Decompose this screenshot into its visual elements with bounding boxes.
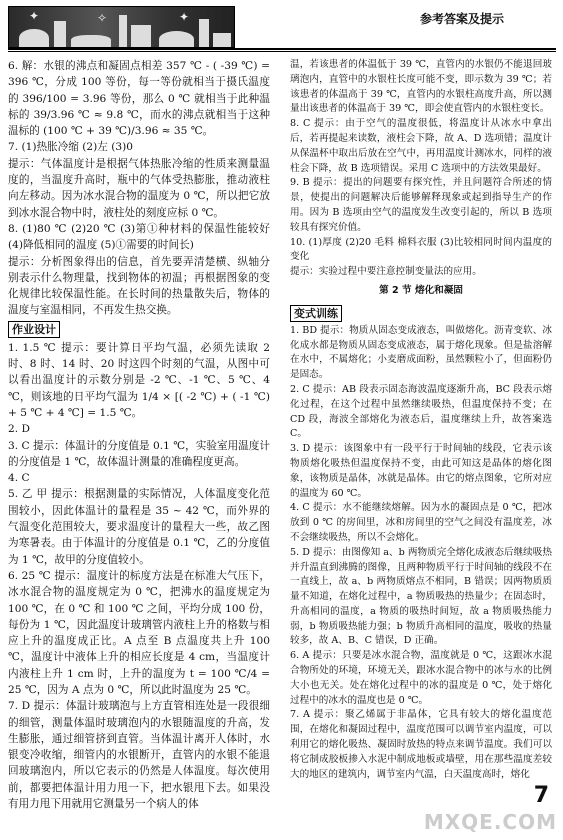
answer-paragraph: 提示：气体温度计是根据气体热胀冷缩的性质来测量温度的，当温度升高时，瓶中的气体受热膨胀，推动液柱向左移动。因为冰水混合物的温度为 0 ℃，所以把它放到冰水混合物中时，液柱处的刻度应标 0 ℃。 [8,157,270,219]
answer-paragraph: 1. BD 提示：物质从固态变成液态，叫做熔化。沥青变软、冰化成水都是物质从固态变成液态，属于熔化现象。但是盐溶解在水中，不属熔化；小麦磨成面粉，虽然颗粒小了，但面粉仍是固态。 [290,324,552,381]
left-column [8,58,270,812]
page-header [0,0,563,52]
answer-paragraph: 4. C 提示：水不能继续熔解。因为水的凝固点是 0 ℃，把冰放到 0 ℃ 的房间里，冰和房间里的空气之间没有温度差，冰不会继续吸热，所以不会熔化。 [290,502,552,543]
section-heading [8,319,270,340]
answer-paragraph: 7. (1)热胀冷缩 (2)左 (3)0 [8,141,133,154]
answer-paragraph: 提示：分析图象得出的信息，首先要弄清楚横、纵轴分别表示什么物理量，找到物体的初温；再根据图象的变化规律比较保温性能。在长时间的热量散失后，物体的温度与室温相同，不再发生热交换。 [8,255,270,317]
answer-paragraph: 5. 乙 甲 提示：根据测量的实际情况，人体温度变化范围较小，因此体温计的量程是 35 ~ 42 ℃，而外界的气温变化范围较大，要求温度计的量程大一些，故乙图为寒暑表。由于体温计的分度值是 0.1 ℃，乙的分度值为 1 ℃，故甲的分度值较小。 [8,488,270,566]
answer-paragraph: 6. A 提示：只要是冰水混合物，温度就是 0 ℃，这跟冰水混合物所处的环境，环境无关，跟冰水混合物中的冰与水的比例大小也无关。处在熔化过程中的冰的温度是 0 ℃，处于熔化过程中的冰水的温度也是 0 ℃。 [290,650,552,706]
answer-paragraph: 3. C 提示：体温计的分度值是 0.1 ℃，实验室用温度计的分度值是 1 ℃，故体温计测量的准确程度更高。 [8,439,270,468]
page-number: 7 [533,783,549,808]
section-label: 变式训练 [290,305,342,322]
answer-paragraph: 6. 解：水银的沸点和凝固点相差 357 ℃ - ( -39 ℃) = 396 ℃，分成 100 等份，每一等份就相当于摄氏温度的 396/100 = 3.96 等份，那么 0 ℃ 就相当于此种温标的 39/3.96 ℃ ≈ 9.8 ℃，而水的沸点就相当于这种温标的 (100 ℃ + 39 ℃)/3.96 ≈ 35 ℃。 [8,60,270,138]
chapter-title: 第 2 节 熔化和凝固 [379,284,463,296]
section-heading [290,303,552,324]
site-watermark: MXQE.COM [423,810,557,834]
answer-paragraph: 7. A 提示：聚乙烯属于非晶体，它具有较大的熔化温度范围，在熔化和凝固过程中，温度范围可以调节室内温度，可以利用它的熔化吸热、凝固时放热的特点来调节温度。我们可以将它制成胶板掺入水泥中制成地板或墙壁，用在那些温度差较大的地区的建筑内，调节室内气温，白天温度高时，熔化 [290,709,552,780]
answer-paragraph: 7. D 提示：体温计玻璃泡与上方直管相连处是一段很细的细管，测量体温时玻璃泡内的水银随温度的升高，发生膨胀，通过细管挤到直管。当体温计离开人体时，水银变冷收缩，细管内的水银断开，直管内的水银不能退回玻璃泡内，所以它表示的仍然是人体温度。每次使用前，都要把体温计用力甩一下，把水银甩下去。如果没有用力甩下用就用它测量另一个病人的体 [8,700,270,811]
answer-paragraph: 9. B 提示：提出的问题要有探究性，并且问题符合所述的情景，使提出的问题解决后能够解释现象或起到指导生产的作用。因为 B 选项由空气的温度发生改变引起的，所以 B 选项较具有探究价值。 [290,177,552,233]
running-title: 参考答案及提示 [420,12,505,26]
header-rule [8,48,556,50]
answer-paragraph: 2. D [8,423,30,436]
answer-paragraph: 3. D 提示：该图象中有一段平行于时间轴的线段，它表示该物质熔化吸热但温度保持不变，由此可知这是晶体的熔化图象，该物质是晶体，冰就是晶体。由它的熔点图象，它所对应的温度为 60 ℃。 [290,443,552,499]
answer-paragraph: 5. D 提示：由图像知 a、b 两物质完全熔化成液态后继续吸热并升温直到沸腾的图像，且两种物质平行于时间轴的线段不在一直线上，故 a、b 两物质熔点不相同，B 错误；因两物质质量不知道，在熔化过程中，a 物质吸热的热量少；在固态时，升高相同的温度，a 物质的吸热时间短，故 a 物质吸热能力弱，b 物质吸热能力强；b 物质升高相同的温度，吸收的热量较多，故 A、B、C 错误，D 正确。 [290,546,552,647]
right-column [290,58,552,782]
answer-paragraph: 4. C [8,472,30,485]
answer-paragraph: 2. C 提示：AB 段表示固态海波温度逐渐升高，BC 段表示熔化过程，在这个过程中虽然继续吸热，但温度保持不变；在 CD 段，海波全部熔化为液态后，温度继续上升，故答案选 C。 [290,383,552,440]
answer-paragraph: 温，若该患者的体温低于 39 ℃，直管内的水银仍不能退回玻璃泡内，直管中的水银柱长度可能不变，即示数为 39 ℃；若该患者的体温高于 39 ℃，直管内的水银柱高度升高，所以测量出该患者的体温高于 39 ℃，即会使直管内的水银柱变长。 [290,59,552,115]
answer-paragraph: 8. C 提示：由于空气的温度很低，将温度计从冰水中拿出后，若再提起来读数，液柱会下降，故 A、D 选项错；温度计从保温杯中取出后放在空气中，再用温度计测冰水，同样的液柱会下降，故 B 选项错误。采用 C 选项中的方法效果最好。 [290,118,552,174]
answer-paragraph: 提示：实验过程中要注意控制变量法的应用。 [290,266,482,278]
answer-paragraph: 8. (1)80 ℃ (2)20 ℃ (3)第①种材料的保温性能较好 (4)降低相同的温度 (5)①需要的时间长) [8,222,270,252]
answer-paragraph: 6. 25 ℃ 提示：温度计的标度方法是在标准大气压下，冰水混合物的温度规定为 0 ℃，把沸水的温度规定为 100 ℃，在 0 ℃ 和 100 ℃ 之间，平均分成 100 份，每份为 1 ℃，因此温度计玻璃管内液柱上升的格数与相应上升的温度成正比。A 点至 B 点温度共上升 100 ℃，温度计中液体上升的相应长度是 4 cm，当温度计内液柱上升 1 cm 时，上升的温度为 t = 100 ℃/4 = 25 ℃，因为 A 点为 0 ℃，所以此时温度为 25 ℃。 [8,569,270,696]
answer-paragraph: 1. 1.5 ℃ 提示：要计算日平均气温，必须先读取 2 时、8 时、14 时、20 时这四个时刻的气温，从图中可以看出温度计的示数分别是 -2 ℃、-1 ℃、5 ℃、4 ℃，则该地的日平均气温为 1/4 × [( -2 ℃) + ( -1 ℃) + 5 ℃ + 4 ℃] = 1.5 ℃。 [8,341,270,419]
answer-paragraph: 10. (1)厚度 (2)20 毛料 棉料衣服 (3)比较相同时间内温度的变化 [290,236,552,263]
header-rule-thin [8,51,556,52]
header-banner-image: ✦ ✧ ✦ [8,6,235,48]
section-label: 作业设计 [8,321,60,338]
